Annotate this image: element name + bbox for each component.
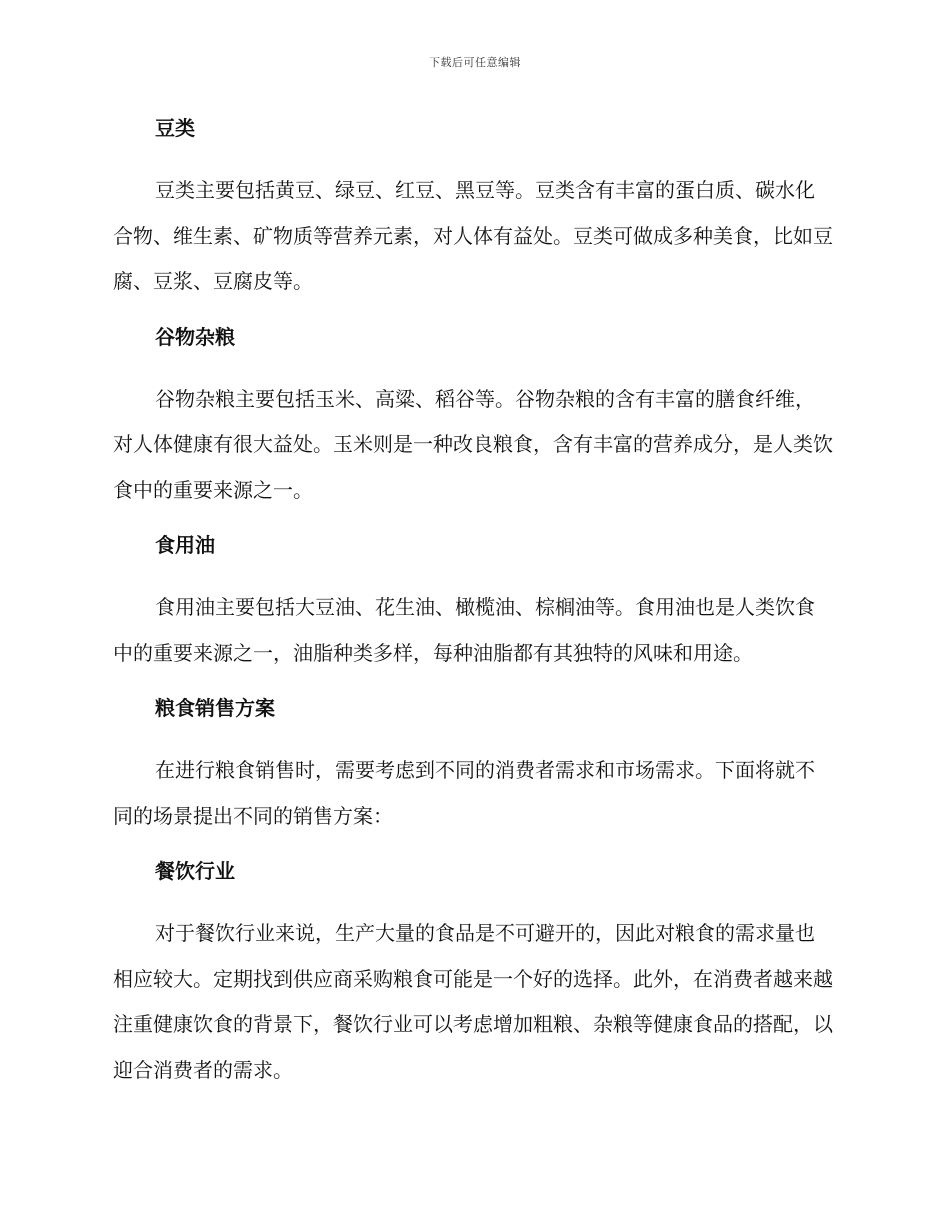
section-catering bbox=[113, 855, 833, 1093]
section-paragraph: 食用油主要包括大豆油、花生油、橄榄油、棕榈油等。食用油也是人类饮食中的重要来源之一，油脂种类多样，每种油脂都有其独特的风味和用途。 bbox=[113, 595, 815, 665]
section-heading: 食用油 bbox=[155, 533, 215, 557]
section-heading: 豆类 bbox=[155, 116, 195, 140]
page-header: 下载后可任意编辑 bbox=[429, 56, 521, 69]
section-paragraph: 对于餐饮行业来说，生产大量的食品是不可避开的，因此对粮食的需求量也相应较大。定期找到供应商采购粮食可能是一个好的选择。此外，在消费者越来越注重健康饮食的背景下，餐饮行业可以考虑增加粗粮、杂粮等健康食品的搭配，以迎合消费者的需求。 bbox=[113, 921, 833, 1082]
section-sales-plan bbox=[113, 692, 833, 839]
section-heading: 餐饮行业 bbox=[155, 859, 235, 883]
section-paragraph: 豆类主要包括黄豆、绿豆、红豆、黑豆等。豆类含有丰富的蛋白质、碳水化合物、维生素、矿物质等营养元素，对人体有益处。豆类可做成多种美食，比如豆腐、豆浆、豆腐皮等。 bbox=[113, 178, 833, 293]
document-body bbox=[113, 112, 833, 1109]
section-heading: 粮食销售方案 bbox=[155, 696, 275, 720]
section-paragraph: 谷物杂粮主要包括玉米、高粱、稻谷等。谷物杂粮的含有丰富的膳食纤维，对人体健康有很大益处。玉米则是一种改良粮食，含有丰富的营养成分，是人类饮食中的重要来源之一。 bbox=[113, 386, 833, 502]
section-edible-oil bbox=[113, 529, 833, 676]
section-heading: 谷物杂粮 bbox=[155, 324, 235, 349]
section-beans bbox=[113, 112, 833, 305]
section-paragraph: 在进行粮食销售时，需要考虑到不同的消费者需求和市场需求。下面将就不同的场景提出不同的销售方案： bbox=[113, 758, 815, 828]
section-grains bbox=[113, 321, 833, 514]
